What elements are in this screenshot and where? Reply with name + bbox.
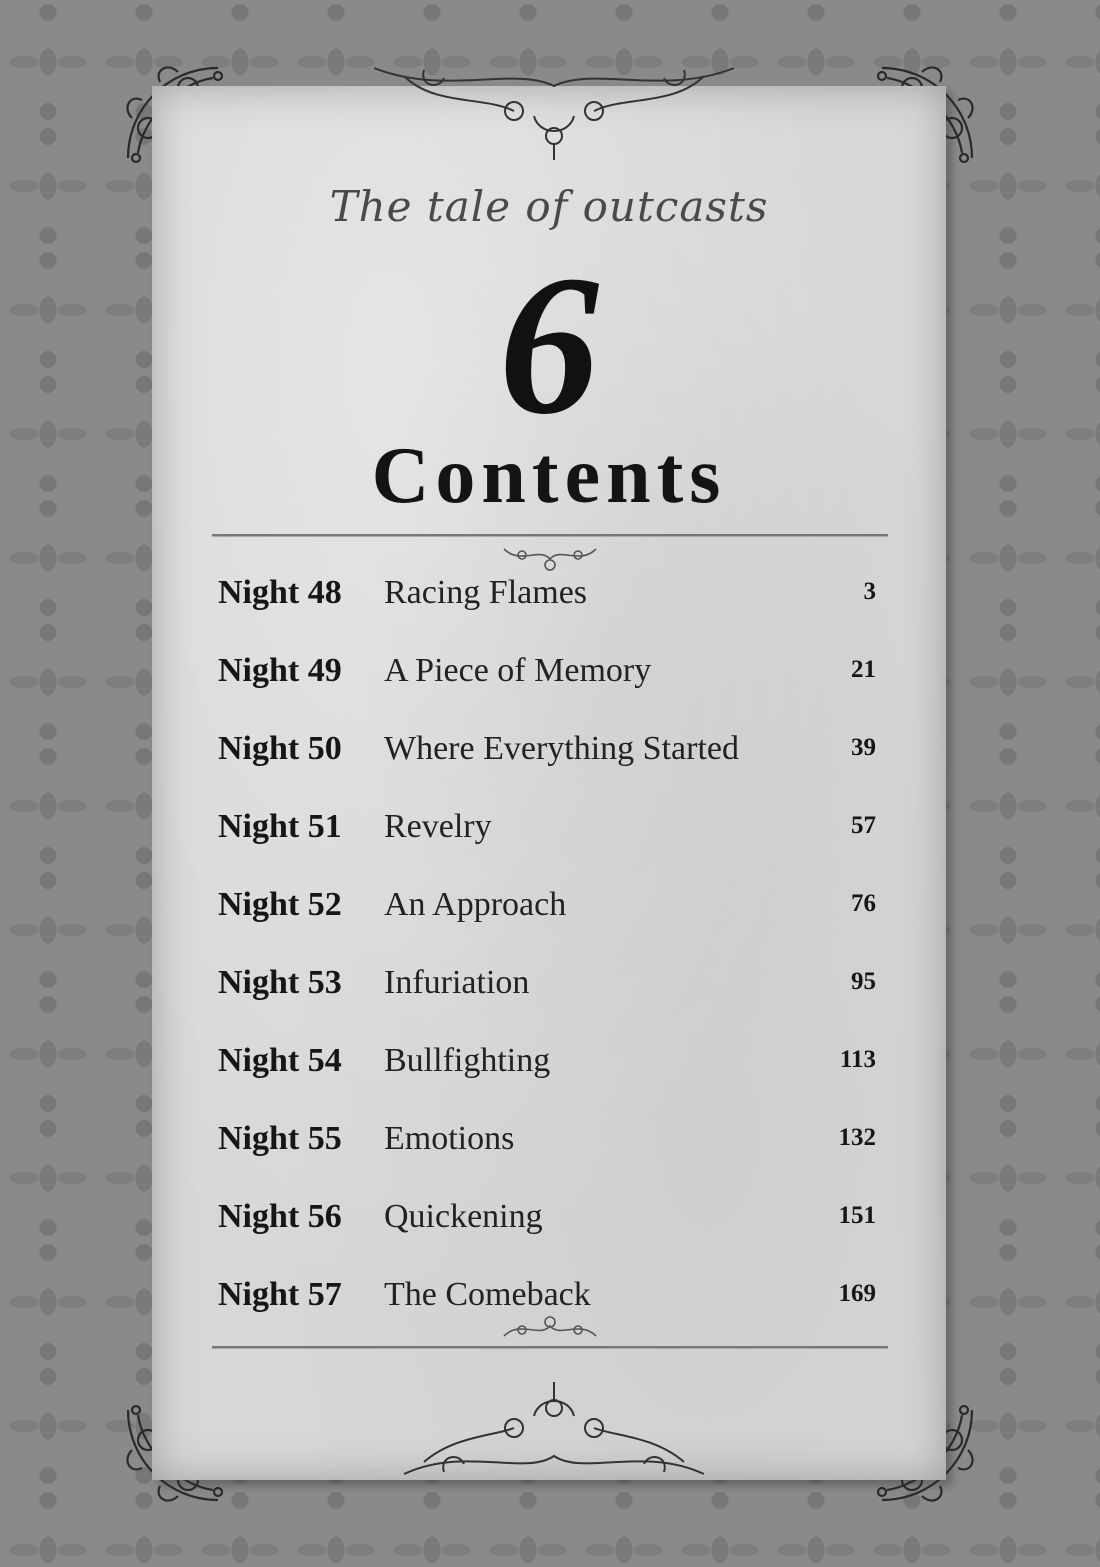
chapter-page: 151 — [838, 1202, 876, 1229]
chapter-title: Racing Flames — [384, 574, 588, 611]
contents-page — [152, 86, 946, 1480]
toc-entry — [216, 634, 886, 712]
table-of-contents — [216, 556, 886, 1336]
chapter-number: Night 55 — [218, 1120, 342, 1157]
toc-entry — [216, 790, 886, 868]
chapter-number: Night 53 — [218, 964, 342, 1001]
contents-heading: Contents — [371, 432, 727, 520]
chapter-title: An Approach — [384, 886, 567, 923]
chapter-title: The Comeback — [384, 1276, 591, 1313]
volume-number: 6 — [499, 235, 599, 456]
flourish-top-icon — [364, 56, 744, 166]
chapter-number: Night 48 — [218, 574, 342, 611]
toc-entry — [216, 1180, 886, 1258]
chapter-number: Night 49 — [218, 652, 342, 689]
chapter-page: 95 — [851, 968, 876, 995]
chapter-title: Where Everything Started — [384, 730, 739, 767]
chapter-title: A Piece of Memory — [384, 652, 652, 689]
toc-entry — [216, 1102, 886, 1180]
chapter-number: Night 56 — [218, 1198, 342, 1235]
flourish-divider-icon — [500, 1314, 600, 1344]
chapter-number: Night 52 — [218, 886, 342, 923]
chapter-page: 3 — [863, 578, 876, 605]
chapter-page: 132 — [838, 1124, 876, 1151]
toc-entry — [216, 1024, 886, 1102]
chapter-title: Infuriation — [384, 964, 530, 1001]
toc-entry — [216, 946, 886, 1024]
chapter-title: Quickening — [384, 1198, 543, 1235]
chapter-page: 21 — [851, 656, 876, 683]
chapter-title: Emotions — [384, 1120, 515, 1157]
chapter-title: Bullfighting — [384, 1042, 551, 1079]
chapter-number: Night 54 — [218, 1042, 342, 1079]
series-title: The tale of outcasts — [329, 182, 769, 231]
chapter-number: Night 51 — [218, 808, 342, 845]
top-divider — [212, 534, 888, 537]
chapter-page: 113 — [839, 1046, 876, 1073]
toc-entry — [216, 712, 886, 790]
chapter-title: Revelry — [384, 808, 492, 845]
toc-entry — [216, 556, 886, 634]
chapter-number: Night 57 — [218, 1276, 342, 1313]
bottom-divider — [212, 1346, 888, 1349]
chapter-page: 39 — [851, 734, 876, 761]
chapter-page: 57 — [851, 812, 876, 839]
flourish-bottom-icon — [384, 1376, 724, 1486]
toc-entry — [216, 868, 886, 946]
chapter-page: 76 — [851, 890, 876, 917]
chapter-number: Night 50 — [218, 730, 342, 767]
chapter-page: 169 — [838, 1280, 876, 1307]
